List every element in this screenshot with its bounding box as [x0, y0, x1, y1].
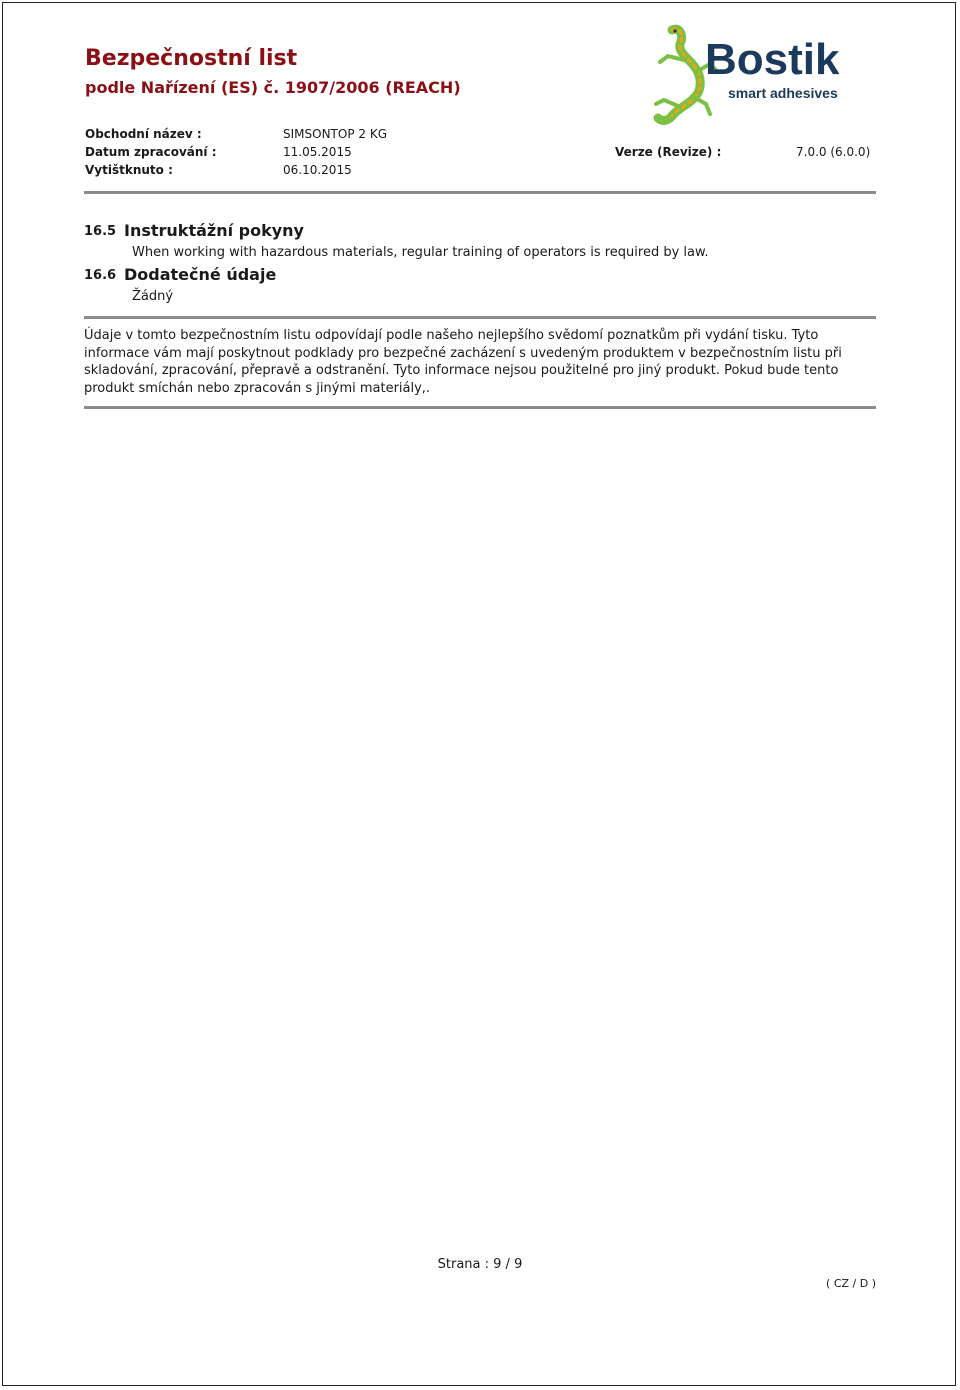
- disclaimer-top-rule: [84, 316, 876, 319]
- disclaimer-text: Údaje v tomto bezpečnostním listu odpovídají podle našeho nejlepšího svědomí poznatkům při vydání tisku. Tyto informace vám mají poskytnout podklady pro bezpečné zacházení s uvedeným produktem v bezpečnostním listu při skladování, zpracování, přepravě a odstranění. Tyto informace nejsou použitelné pro jiný produkt. Pokud bude tento produkt smíchán nebo zpracován s jinými materiály,.: [84, 328, 842, 396]
- page-number: Strana : 9 / 9: [437, 1257, 523, 1272]
- section-number-16-5: 16.5: [84, 224, 117, 239]
- section-title-16-6: Dodatečné údaje: [124, 265, 277, 284]
- page-frame: [2, 2, 956, 1386]
- printed-value: 06.10.2015: [283, 163, 352, 177]
- logo-brand: Bostik: [705, 35, 840, 84]
- header-rule: [84, 191, 876, 194]
- section-number-16-6: 16.6: [84, 268, 117, 283]
- section-body-16-5: When working with hazardous materials, regular training of operators is required by law.: [132, 245, 709, 260]
- document-title: Bezpečnostní list: [85, 46, 298, 71]
- trade-name-value: SIMSONTOP 2 KG: [283, 127, 387, 141]
- trade-name-label: Obchodní název :: [85, 127, 202, 141]
- version-label: Verze (Revize) :: [615, 145, 722, 159]
- section-title-16-5: Instruktážní pokyny: [124, 221, 304, 240]
- document-subtitle: podle Nařízení (ES) č. 1907/2006 (REACH): [85, 78, 461, 97]
- locale-code: ( CZ / D ): [826, 1277, 876, 1290]
- bostik-logo: [650, 22, 870, 126]
- printed-label: Vytištknuto :: [85, 163, 173, 177]
- logo-tagline: smart adhesives: [728, 85, 838, 101]
- date-label: Datum zpracování :: [85, 145, 217, 159]
- section-body-16-6: Žádný: [132, 289, 174, 304]
- disclaimer-bottom-rule: [84, 406, 876, 409]
- date-value: 11.05.2015: [283, 145, 352, 159]
- version-value: 7.0.0 (6.0.0): [796, 145, 871, 159]
